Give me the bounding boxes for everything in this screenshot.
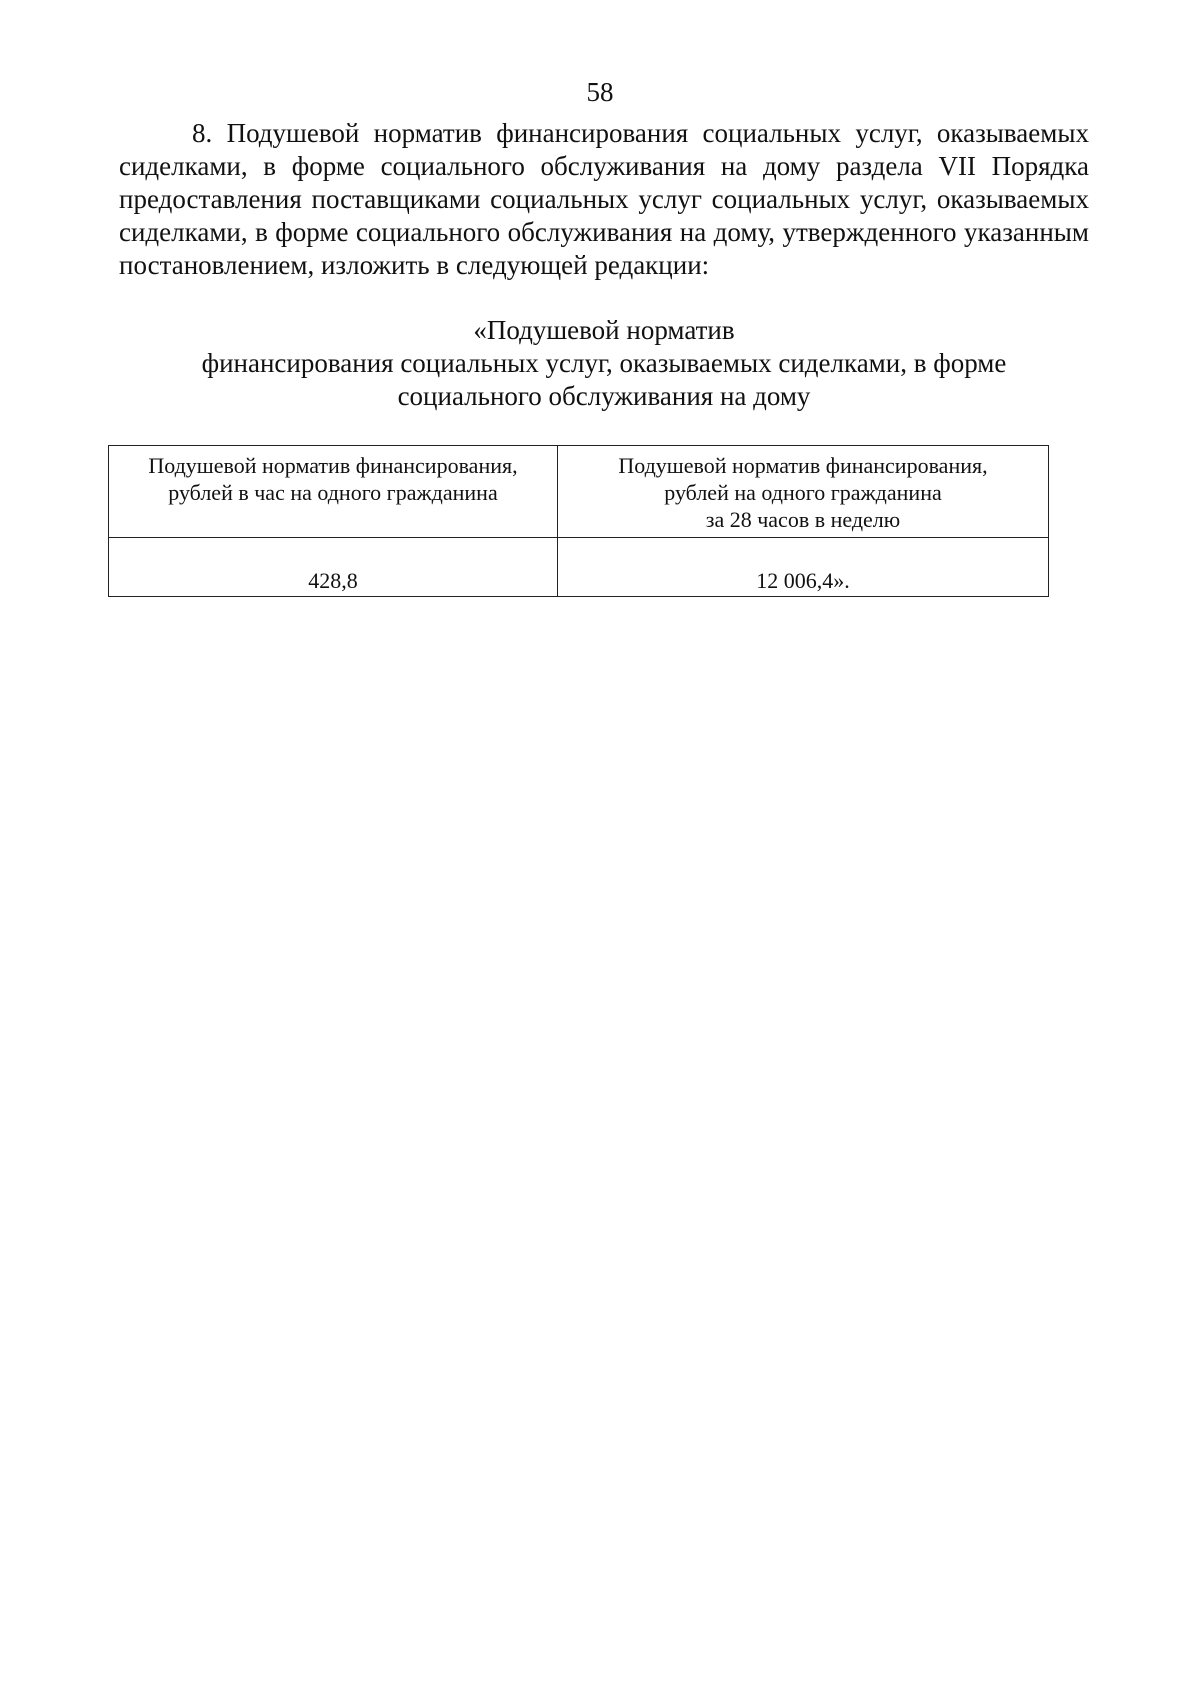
amendment-paragraph: 8. Подушевой норматив финансирования социальных услуг, оказываемых сиделками, в форме социального обслуживания на дому раздела VII Порядка предоставления поставщиками социальных услуг социальных услуг, оказываемых сиделками, в форме социального обслуживания на дому, утвержденного указанным постановлением, изложить в следующей редакции: [119,118,1089,280]
norm-table [108,445,1049,597]
table-row [109,538,1049,597]
heading-line-3: социального обслуживания на дому [397,381,811,411]
header-cell-text: Подушевой норматив финансирования, [618,453,988,478]
header-cell-per-week [558,446,1049,538]
page-number: 58 [586,77,614,107]
heading-line-2: финансирования социальных услуг, оказываемых сиделками, в форме [201,348,1007,378]
header-cell-text: за 28 часов в неделю [705,507,901,532]
header-cell-text: Подушевой норматив финансирования, [148,453,518,478]
header-cell-per-hour [109,446,558,538]
section-heading [119,314,1089,413]
header-cell-text: рублей на одного гражданина [664,480,942,505]
value-cell-per-hour: 428,8 [109,538,558,597]
table-header-row [109,446,1049,538]
value-cell-per-week: 12 006,4». [558,538,1049,597]
header-cell-text: рублей в час на одного гражданина [168,480,498,505]
heading-line-1: «Подушевой норматив [473,315,735,345]
